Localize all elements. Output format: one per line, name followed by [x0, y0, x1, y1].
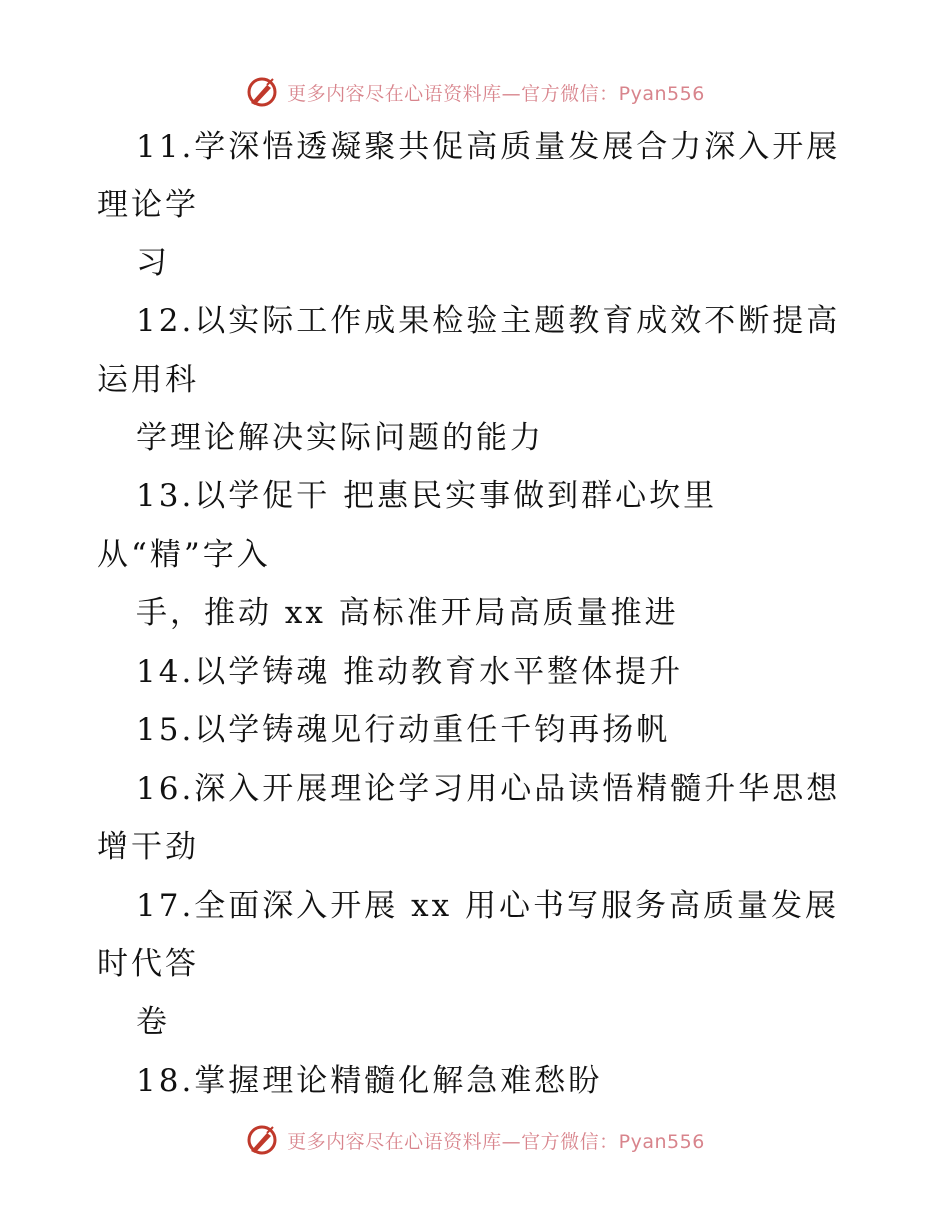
header-watermark-text: 更多内容尽在心语资料库—官方微信：Pyan556: [287, 82, 705, 105]
body-line: 理论学: [97, 187, 199, 223]
body-line: 学理论解决实际问题的能力: [136, 420, 544, 456]
footer-watermark: [0, 1120, 950, 1160]
body-line: 从“精”字入: [97, 537, 271, 573]
body-line: 运用科: [97, 362, 199, 398]
body-line: 12.以实际工作成果检验主题教育成效不断提高: [136, 303, 841, 339]
body-line: 14.以学铸魂 推动教育水平整体提升: [136, 654, 684, 690]
footer-watermark-text: 更多内容尽在心语资料库—官方微信：Pyan556: [287, 1130, 705, 1153]
body-line: 11.学深悟透凝聚共促高质量发展合力深入开展: [136, 129, 841, 165]
pen-logo-icon: [245, 1123, 279, 1157]
body-line: 卷: [136, 1004, 170, 1040]
body-line: 增干劲: [97, 829, 199, 865]
body-line: 17.全面深入开展 xx 用心书写服务高质量发展: [136, 888, 839, 924]
body-line: 16.深入开展理论学习用心品读悟精髓升华思想: [136, 771, 841, 807]
body-line: 18.掌握理论精髓化解急难愁盼: [136, 1063, 603, 1099]
pen-logo-icon: [245, 75, 279, 109]
header-watermark: [0, 72, 950, 112]
body-line: 时代答: [97, 946, 199, 982]
body-line: 15.以学铸魂见行动重任千钧再扬帆: [136, 712, 671, 748]
body-line: 13.以学促干 把惠民实事做到群心坎里: [136, 478, 718, 514]
body-line: 习: [136, 245, 170, 281]
body-line: 手，推动 xx 高标准开局高质量推进: [136, 595, 679, 631]
